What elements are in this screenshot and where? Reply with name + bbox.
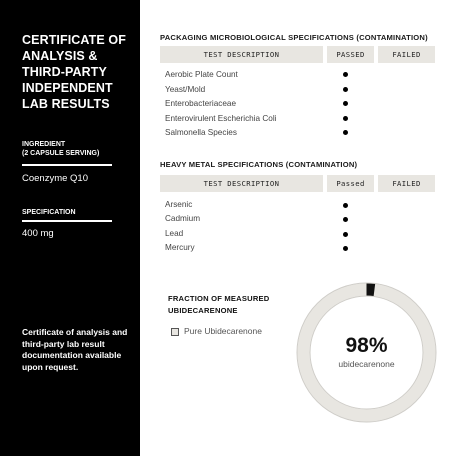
legend-label: Pure Ubidecarenone — [184, 326, 262, 336]
micro-passed-dot — [343, 130, 348, 135]
heavy-passed-dot — [343, 203, 348, 208]
ingredient-divider — [22, 164, 112, 166]
micro-passed-dot — [343, 72, 348, 77]
donut-sublabel: ubidecarenone — [338, 359, 395, 369]
micro-row-label: Salmonella Species — [165, 128, 237, 137]
micro-row-label: Aerobic Plate Count — [165, 70, 238, 79]
donut-percent: 98% — [345, 334, 388, 357]
micro-header-test: TEST DESCRIPTION — [160, 46, 323, 63]
heavy-passed-dot — [343, 246, 348, 251]
micro-row-label: Yeast/Mold — [165, 85, 206, 94]
documentation-note: Certificate of analysis and third-party lab result documentation available upon request. — [22, 327, 128, 372]
heavy-passed-dot — [343, 232, 348, 237]
specification-value: 400 mg — [22, 228, 54, 239]
heavy-row-label: Cadmium — [165, 214, 201, 223]
micro-passed-dot — [343, 87, 348, 92]
certificate-title: CERTIFICATE OF ANALYSIS & THIRD-PARTY INDEPENDENT LAB RESULTS — [22, 33, 126, 111]
heavy-passed-dot — [343, 217, 348, 222]
ingredient-sublabel: (2 CAPSULE SERVING) — [22, 150, 100, 157]
heavy-row-label: Arsenic — [165, 200, 193, 209]
legend-swatch — [171, 328, 179, 336]
sidebar — [0, 0, 140, 456]
heavy-header-passed: Passed — [327, 175, 374, 192]
heavy-header-test: TEST DESCRIPTION — [160, 175, 323, 192]
heavy-row-label: Lead — [165, 229, 184, 238]
micro-section-title: PACKAGING MICROBIOLOGICAL SPECIFICATIONS (CONTAMINATION) — [160, 33, 428, 42]
micro-passed-dot — [343, 116, 348, 121]
heavy-section-title: HEAVY METAL SPECIFICATIONS (CONTAMINATION) — [160, 160, 358, 169]
ingredient-value: Coenzyme Q10 — [22, 173, 89, 184]
specification-divider — [22, 220, 112, 222]
micro-header-passed: PASSED — [327, 46, 374, 63]
specification-label: SPECIFICATION — [22, 209, 76, 216]
micro-row-label: Enterobacteriaceae — [165, 99, 237, 108]
micro-row-label: Enterovirulent Escherichia Coli — [165, 114, 277, 123]
ingredient-label: INGREDIENT — [22, 141, 66, 148]
fraction-title: FRACTION OF MEASURED UBIDECARENONE — [168, 294, 270, 315]
heavy-row-label: Mercury — [165, 243, 195, 252]
micro-passed-dot — [343, 101, 348, 106]
micro-header-failed: FAILED — [378, 46, 435, 63]
heavy-header-failed: FAILED — [378, 175, 435, 192]
